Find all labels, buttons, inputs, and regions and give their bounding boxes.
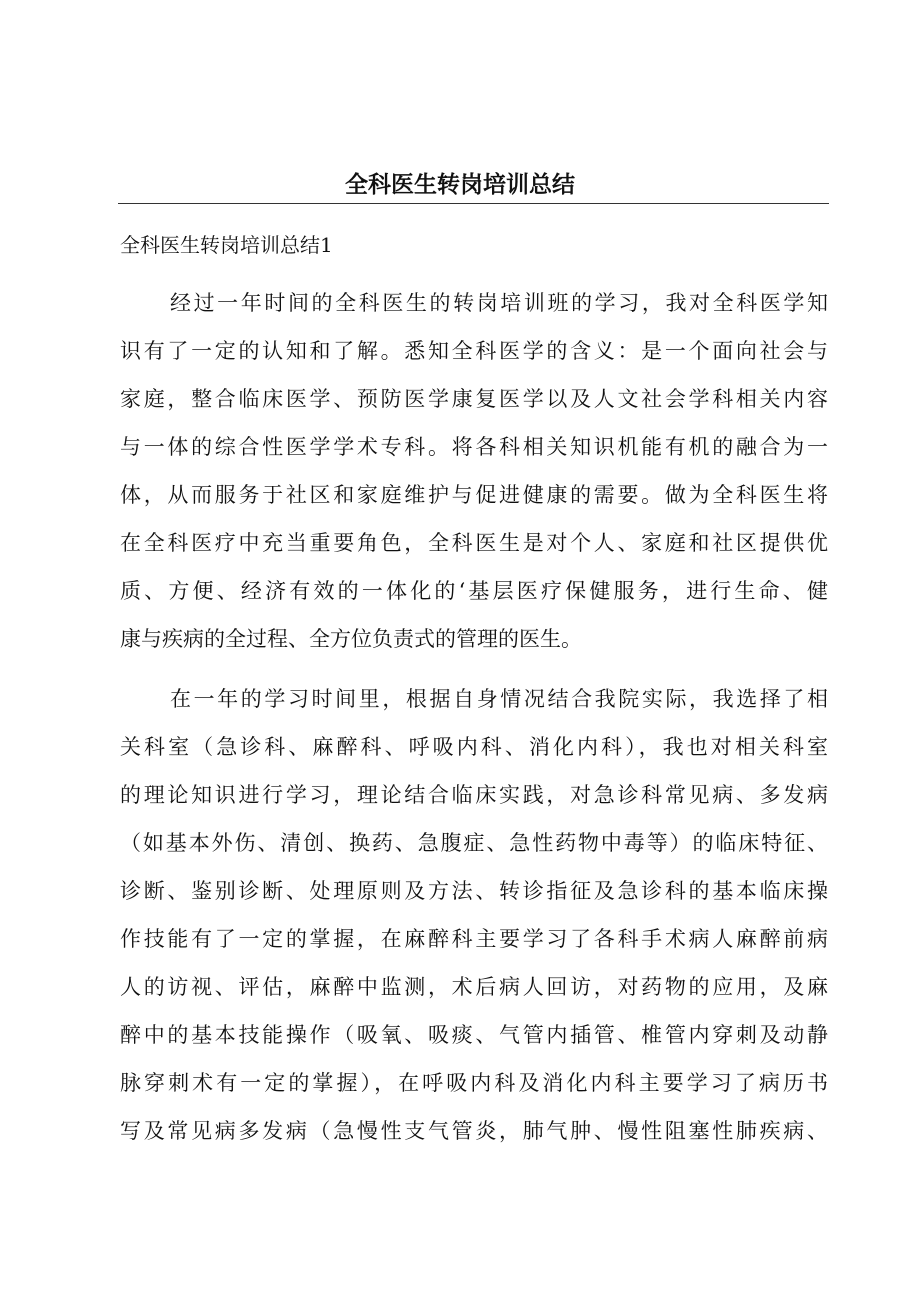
text-line: 诊断、鉴别诊断、处理原则及方法、转诊指征及急诊科的基本临床操 xyxy=(120,879,828,903)
text-line: 在全科医疗中充当重要角色，全科医生是对个人、家庭和社区提供优 xyxy=(120,531,828,555)
text-line: 在一年的学习时间里，根据自身情况结合我院实际，我选择了相 xyxy=(170,687,828,711)
paragraph-2 xyxy=(120,675,828,1155)
document-body xyxy=(120,279,828,1167)
title-underline xyxy=(118,203,829,204)
text-line: 康与疾病的全过程、全方位负责式的管理的医生。 xyxy=(120,627,582,651)
text-line: 识有了一定的认知和了解。悉知全科医学的含义：是一个面向社会与 xyxy=(120,339,828,363)
paragraph-1 xyxy=(120,279,828,663)
section-heading: 全科医生转岗培训总结1 xyxy=(120,233,333,257)
text-line: 醉中的基本技能操作（吸氧、吸痰、气管内插管、椎管内穿刺及动静 xyxy=(120,1023,828,1047)
text-line: 脉穿刺术有一定的掌握），在呼吸内科及消化内科主要学习了病历书 xyxy=(120,1071,828,1095)
text-line: 质、方便、经济有效的一体化的‘基层医疗保健服务，进行生命、健 xyxy=(120,579,828,603)
text-line: 的理论知识进行学习，理论结合临床实践，对急诊科常见病、多发病 xyxy=(120,783,828,807)
text-line: 家庭，整合临床医学、预防医学康复医学以及人文社会学科相关内容 xyxy=(120,387,828,411)
text-line: 人的访视、评估，麻醉中监测，术后病人回访，对药物的应用，及麻 xyxy=(120,975,828,999)
text-line: 作技能有了一定的掌握，在麻醉科主要学习了各科手术病人麻醉前病 xyxy=(120,927,828,951)
text-line: 与一体的综合性医学学术专科。将各科相关知识机能有机的融合为一 xyxy=(120,435,828,459)
text-line: 关科室（急诊科、麻醉科、呼吸内科、消化内科），我也对相关科室 xyxy=(120,735,828,759)
text-line: 写及常见病多发病（急慢性支气管炎，肺气肿、慢性阻塞性肺疾病、 xyxy=(120,1119,828,1143)
document-title: 全科医生转岗培训总结 xyxy=(345,172,575,198)
text-line: 体，从而服务于社区和家庭维护与促进健康的需要。做为全科医生将 xyxy=(120,483,828,507)
text-line: （如基本外伤、清创、换药、急腹症、急性药物中毒等）的临床特征、 xyxy=(120,831,828,855)
text-line: 经过一年时间的全科医生的转岗培训班的学习，我对全科医学知 xyxy=(170,291,828,315)
